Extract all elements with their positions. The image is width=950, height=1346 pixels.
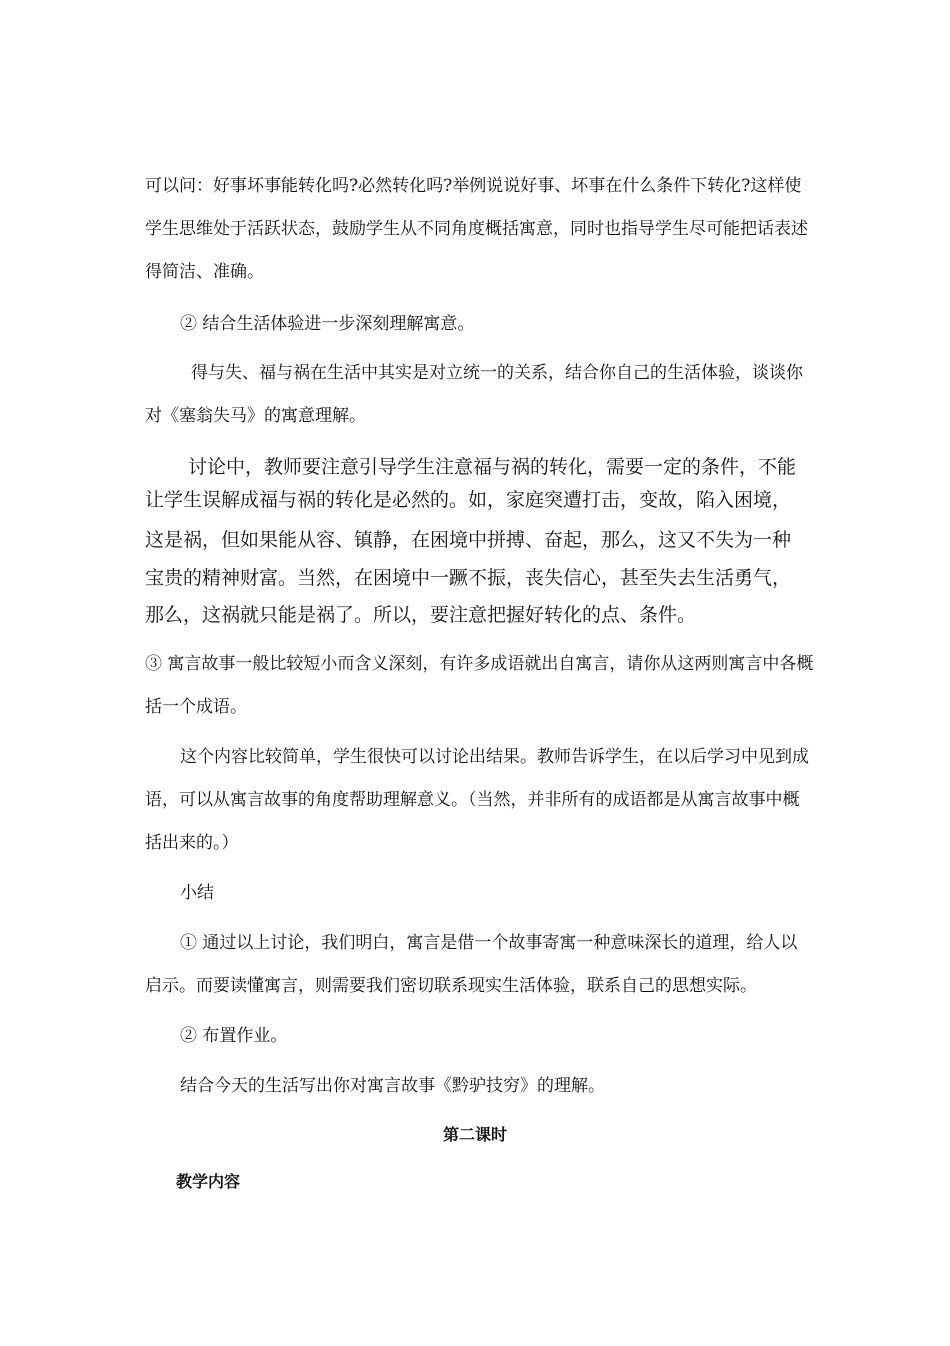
body-text-line: 对《塞翁失马》的寓意理解。 bbox=[145, 406, 366, 426]
numbered-item: ① 通过以上讨论，我们明白，寓言是借一个故事寄寓一种意味深长的道理，给人以 bbox=[180, 933, 798, 953]
discussion-text-line: 讨论中，教师要注意引导学生注意福与祸的转化，需要一定的条件，不能 bbox=[188, 456, 797, 478]
body-text-line: 结合今天的生活写出你对寓言故事《黔驴技穷》的理解。 bbox=[180, 1076, 605, 1096]
discussion-text-line: 那么，这祸就只能是祸了。所以，要注意把握好转化的点、条件。 bbox=[145, 604, 697, 626]
section-title: 第二课时 bbox=[442, 1125, 507, 1144]
body-text-line: 括出来的。） bbox=[145, 833, 239, 853]
body-text-line: 得简洁、准确。 bbox=[145, 262, 264, 282]
numbered-item: ② 结合生活体验进一步深刻理解寓意。 bbox=[180, 314, 475, 334]
body-text-line: 得与失、福与祸在生活中其实是对立统一的关系，结合你自己的生活体验，谈谈你 bbox=[191, 363, 803, 383]
body-text-line: 学生思维处于活跃状态，鼓励学生从不同角度概括寓意，同时也指导学生尽可能把话表述 bbox=[145, 219, 808, 239]
body-text-line: 语，可以从寓言故事的角度帮助理解意义。（当然，并非所有的成语都是从寓言故事中概 bbox=[145, 790, 800, 810]
body-text-line: 括一个成语。 bbox=[145, 697, 247, 717]
numbered-item: ③ 寓言故事一般比较短小而含义深刻，有许多成语就出自寓言，请你从这两则寓言中各概 bbox=[145, 654, 814, 674]
subheading: 教学内容 bbox=[176, 1172, 241, 1191]
body-text-line: 启示。而要读懂寓言，则需要我们密切联系现实生活体验，联系自己的思想实际。 bbox=[145, 976, 757, 996]
summary-heading: 小结 bbox=[180, 883, 214, 903]
body-text-line: 这个内容比较简单，学生很快可以讨论出结果。教师告诉学生，在以后学习中见到成 bbox=[180, 747, 809, 767]
numbered-item: ② 布置作业。 bbox=[180, 1026, 288, 1046]
discussion-text-line: 这是祸，但如果能从容、镇静，在困境中拼搏、奋起，那么，这又不失为一种 bbox=[145, 529, 792, 551]
discussion-text-line: 让学生误解成福与祸的转化是必然的。如，家庭突遭打击，变故，陷入困境， bbox=[145, 489, 792, 511]
discussion-text-line: 宝贵的精神财富。当然，在困境中一蹶不振，丧失信心，甚至失去生活勇气， bbox=[145, 567, 792, 589]
body-text-line: 可以问：好事坏事能转化吗?必然转化吗?举例说说好事、坏事在什么条件下转化?这样使 bbox=[145, 176, 802, 196]
